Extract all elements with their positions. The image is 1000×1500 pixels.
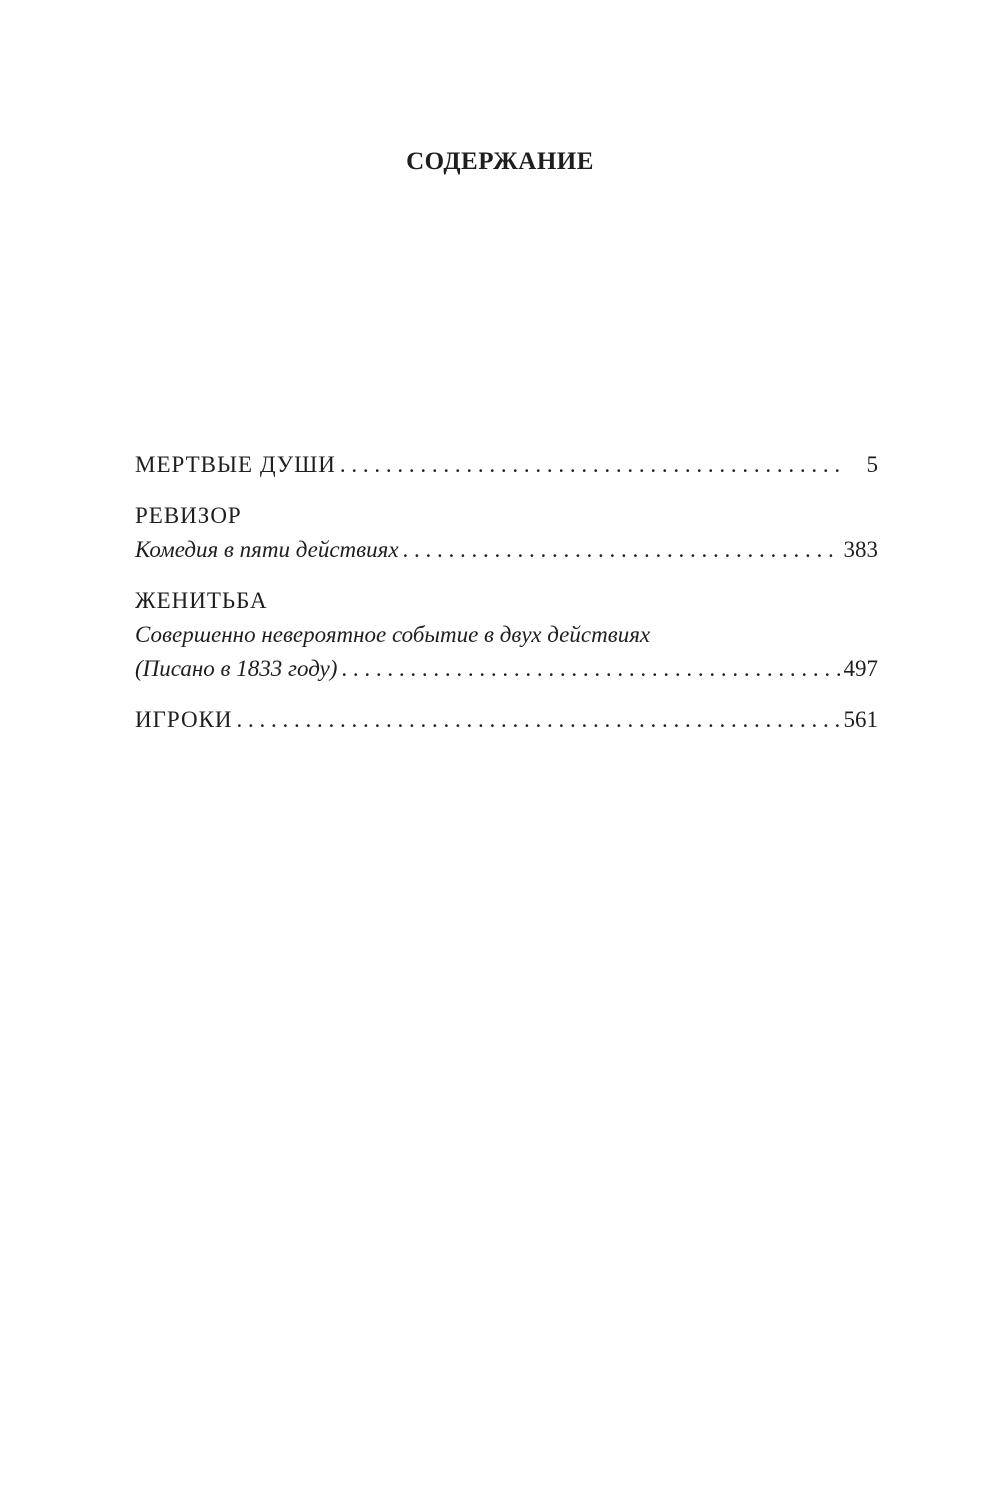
dot-leader <box>403 533 840 567</box>
toc-entry-subtitle: (Писано в 1833 году) <box>135 656 338 681</box>
toc-entry-gamblers <box>135 703 878 737</box>
dot-leader <box>341 652 839 686</box>
toc-entry-inspector <box>135 499 878 567</box>
toc-line <box>135 703 878 737</box>
toc-line <box>135 618 878 652</box>
toc-line <box>135 533 878 567</box>
toc-entry-subtitle: Комедия в пяти действиях <box>135 537 399 562</box>
toc-entry-title: РЕВИЗОР <box>135 503 242 528</box>
toc-line <box>135 652 878 686</box>
toc-line <box>135 499 878 533</box>
toc-entry-title: ЖЕНИТЬБА <box>135 588 268 613</box>
toc-page-number: 497 <box>843 656 878 681</box>
toc-page-number: 561 <box>843 707 878 732</box>
toc-line <box>135 448 878 482</box>
dot-leader <box>340 448 843 482</box>
table-of-contents <box>135 448 878 754</box>
toc-page-number: 383 <box>843 537 878 562</box>
toc-entry-dead-souls <box>135 448 878 482</box>
toc-page-number: 5 <box>866 452 878 477</box>
toc-entry-title: ИГРОКИ <box>135 707 233 732</box>
toc-entry-title: МЕРТВЫЕ ДУШИ <box>135 452 336 477</box>
toc-entry-marriage <box>135 584 878 686</box>
toc-entry-subtitle: Совершенно невероятное событие в двух действиях <box>135 622 651 647</box>
page-title: СОДЕРЖАНИЕ <box>406 148 594 175</box>
toc-line <box>135 584 878 618</box>
dot-leader <box>237 703 840 737</box>
